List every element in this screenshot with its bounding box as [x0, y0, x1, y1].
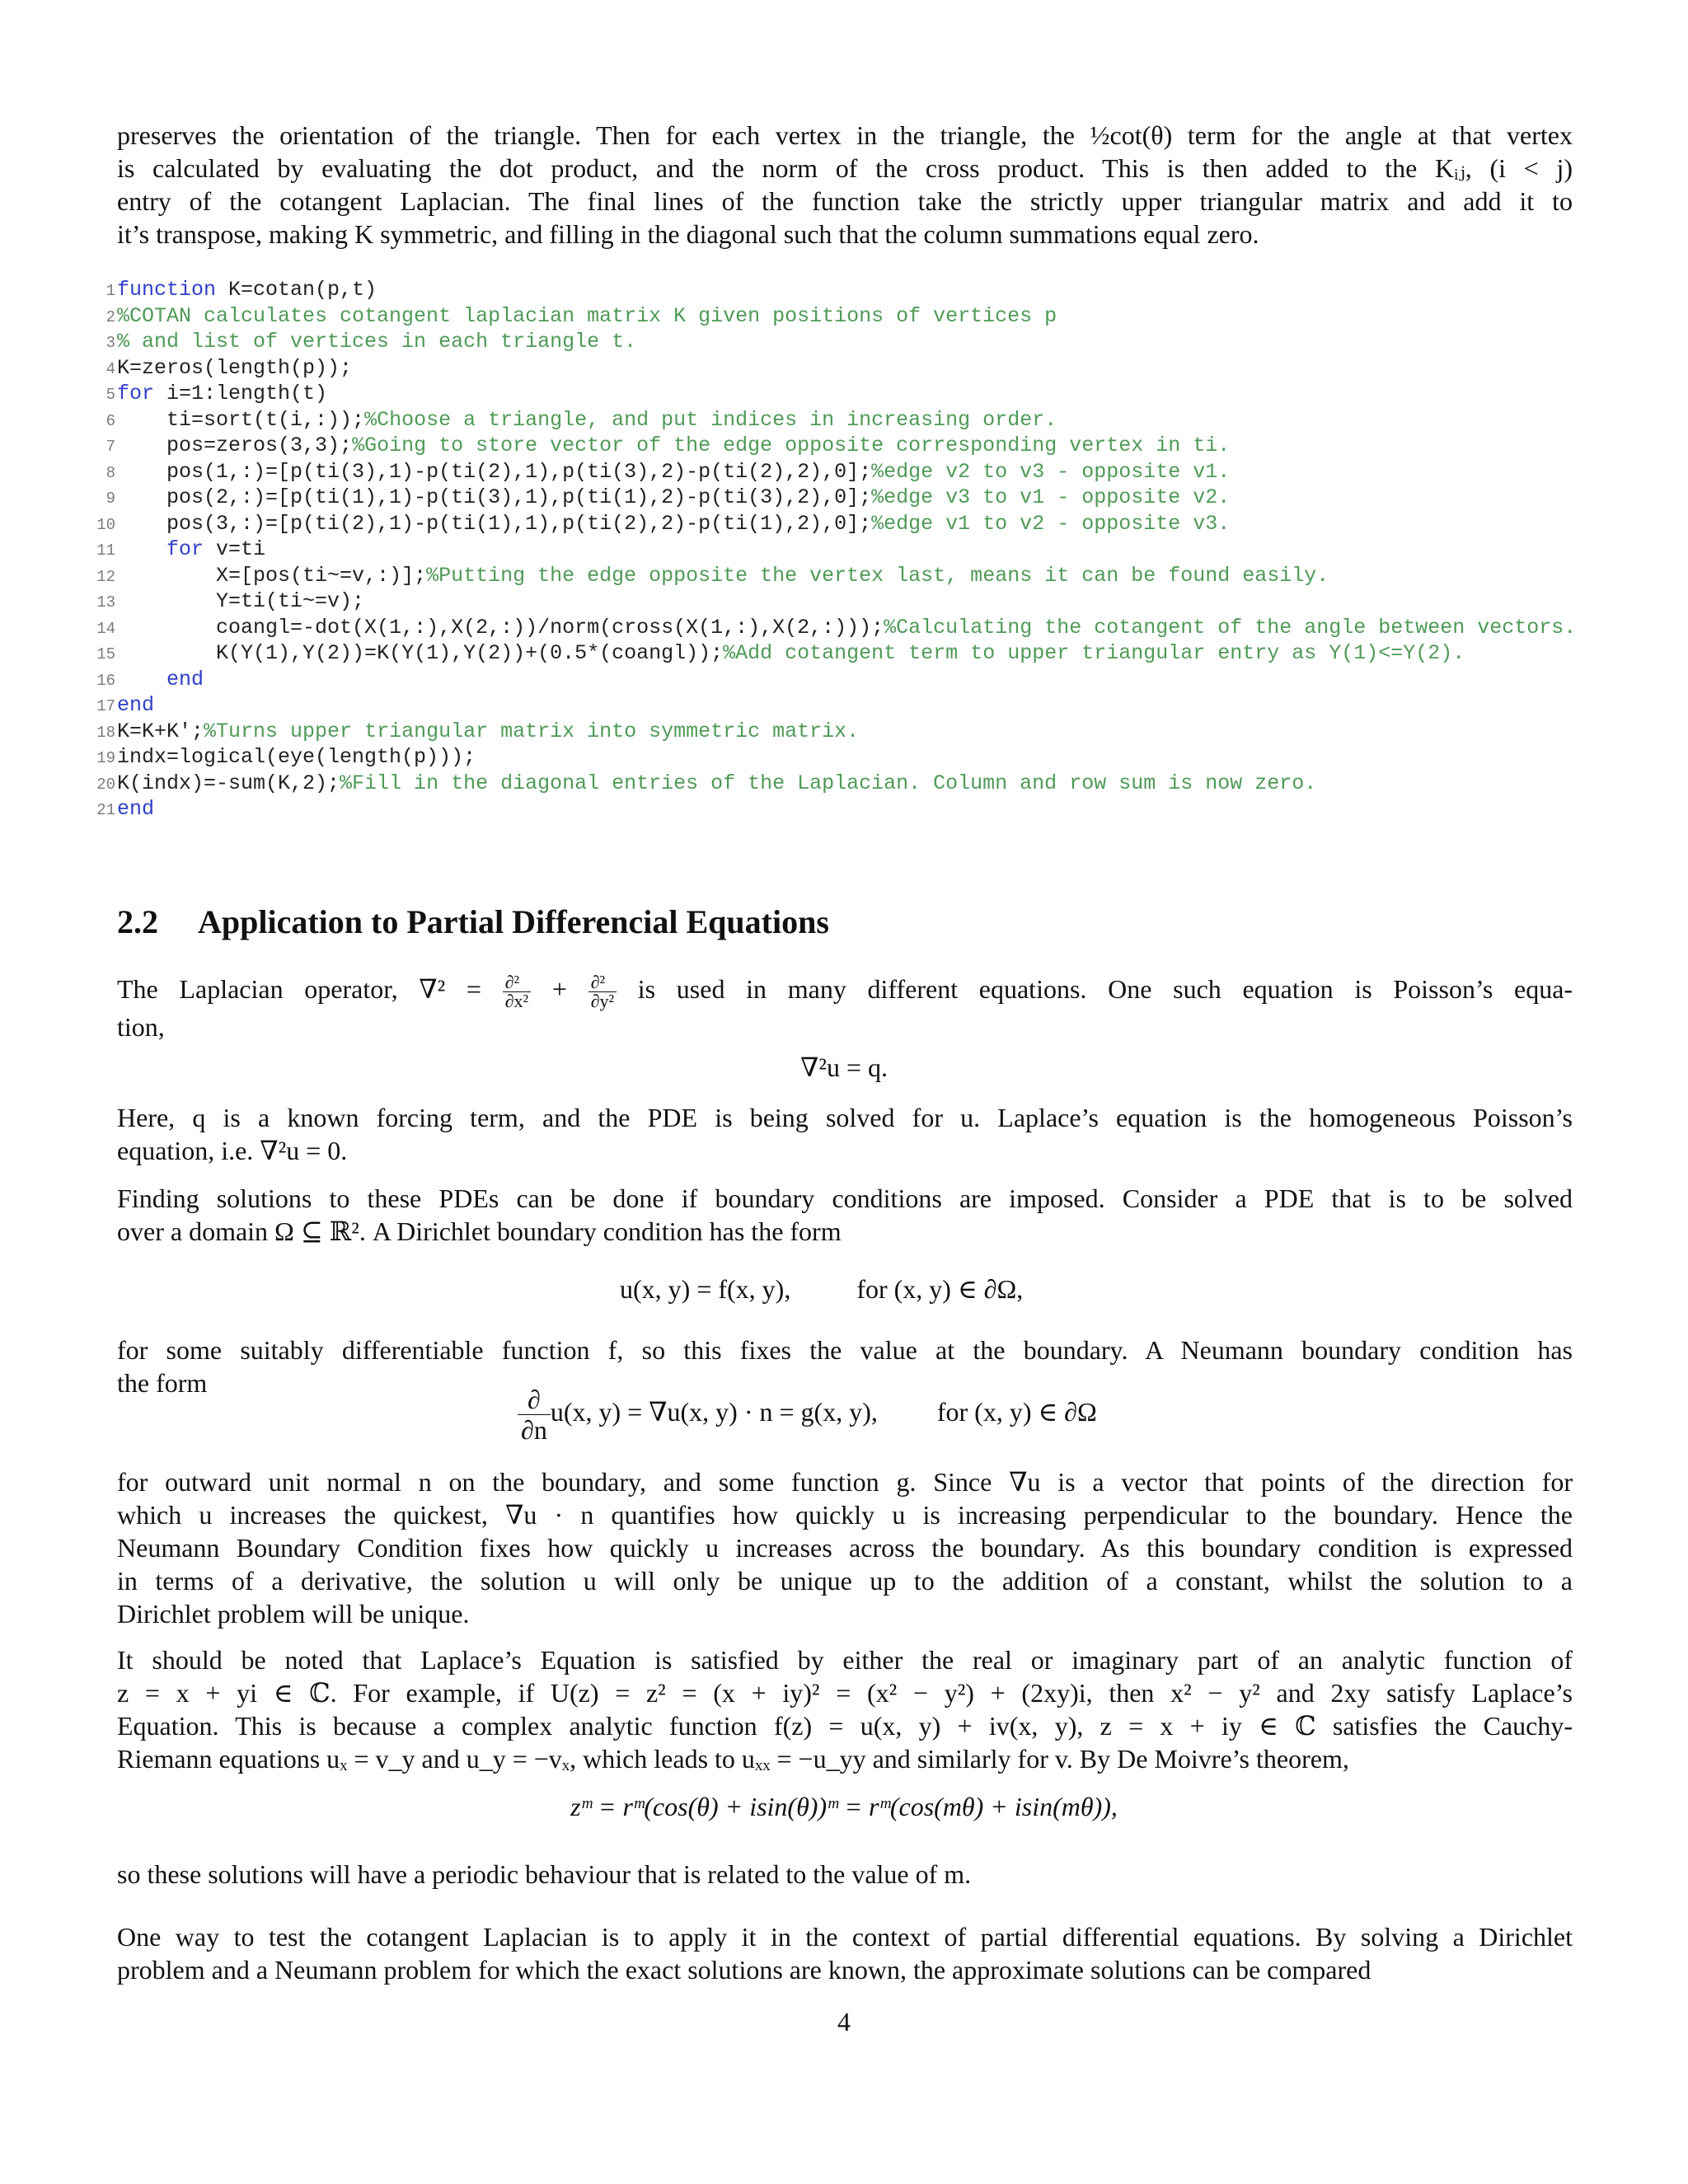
- line-number: 10: [96, 515, 115, 534]
- code-line: [82, 692, 1681, 719]
- text-line: equation, i.e. ∇²u = 0.: [117, 1136, 348, 1165]
- line-number: 6: [106, 411, 115, 430]
- text-line: Equation. This is because a complex analytic function f(z) = u(x, y) + iv(x, y), z = x + iy ∈ ℂ satisfies the Cauchy-: [117, 1711, 1573, 1741]
- line-number: 18: [96, 723, 115, 742]
- code-text: pos(1,:)=[p(ti(3),1)-p(ti(2),1),p(ti(3),2)-p(ti(2),2),0];: [166, 459, 872, 484]
- code-text: X=[pos(ti~=v,:)];: [216, 563, 427, 588]
- code-line: [82, 277, 1681, 303]
- neumann-equation: [518, 1385, 1097, 1445]
- code-text: pos(2,:)=[p(ti(1),1)-p(ti(3),1),p(ti(1),2)-p(ti(3),2),0];: [166, 485, 872, 509]
- paragraph-boundary: [117, 1182, 1573, 1248]
- code-text: Y=ti(ti~=v);: [216, 589, 365, 613]
- code-keyword: function: [117, 278, 217, 302]
- code-line: [82, 485, 1681, 511]
- code-line: [82, 511, 1681, 537]
- code-line: [82, 563, 1681, 589]
- code-listing: [82, 277, 1681, 823]
- line-number: 12: [96, 567, 115, 586]
- text-line: problem and a Neumann problem for which the exact solutions are known, the approximate solutions can be compared: [117, 1955, 1372, 1985]
- text-line: tion,: [117, 1012, 165, 1043]
- frac-numerator: ∂²: [503, 973, 531, 992]
- line-number: 11: [96, 541, 115, 560]
- frac-denominator: ∂n: [521, 1415, 547, 1445]
- frac-numerator: ∂²: [588, 973, 617, 992]
- text-line: z = x + yi ∈ ℂ. For example, if U(z) = z² = (x + iy)² = (x² − y²) + (2xy)i, then x² − y² and 2xy satisfy Laplace’s: [117, 1678, 1573, 1708]
- text-line: the form: [117, 1368, 208, 1398]
- text-line: for outward unit normal n on the boundary, and some function g. Since ∇u is a vector that points of the direction for: [117, 1467, 1573, 1497]
- code-indent: [117, 460, 166, 484]
- code-line: [82, 537, 1681, 563]
- code-line: [82, 303, 1681, 330]
- equation-lhs: u(x, y) = ∇u(x, y) · n = g(x, y),: [550, 1396, 878, 1427]
- text-line: Riemann equations uₓ = v_y and u_y = −vₓ, which leads to uₓₓ = −u_yy and similarly for v. By De Moivre’s theorem,: [117, 1744, 1349, 1774]
- paragraph-periodic: [117, 1858, 1573, 1891]
- page-number: 4: [837, 2007, 851, 2036]
- line-number: 20: [96, 775, 115, 794]
- code-indent: [117, 537, 166, 561]
- code-text: pos=zeros(3,3);: [166, 434, 353, 457]
- code-comment: %Calculating the cotangent of the angle between vectors.: [884, 615, 1577, 640]
- code-line: [82, 615, 1681, 641]
- code-text: K(Y(1),Y(2))=K(Y(1),Y(2))+(0.5*(coangl));: [216, 641, 724, 665]
- text-line: Dirichlet problem will be unique.: [117, 1599, 470, 1629]
- line-number: 17: [96, 697, 115, 715]
- code-text: pos(3,:)=[p(ti(2),1)-p(ti(1),1),p(ti(2),2)-p(ti(1),2),0];: [166, 511, 872, 536]
- code-comment: %edge v1 to v2 - opposite v3.: [871, 511, 1231, 536]
- frac-denominator: ∂x²: [504, 991, 529, 1012]
- line-number: 4: [106, 359, 115, 378]
- text-line: it’s transpose, making K symmetric, and filling in the diagonal such that the column summations equal zero.: [117, 219, 1259, 249]
- poisson-equation: ∇²u = q.: [800, 1052, 888, 1082]
- code-text: v=ti: [204, 537, 266, 561]
- section-title: Application to Partial Differencial Equations: [198, 903, 829, 940]
- code-indent: [117, 589, 216, 613]
- text-line: entry of the cotangent Laplacian. The final lines of the function take the strictly upper triangular matrix and add it to: [117, 186, 1573, 216]
- paragraph-normal: [117, 1465, 1573, 1630]
- code-keyword: end: [117, 797, 155, 821]
- code-keyword: for: [166, 537, 204, 561]
- code-line: [82, 796, 1681, 823]
- code-line: [82, 381, 1681, 407]
- code-indent: [117, 512, 166, 536]
- fraction-d2dx2: [503, 973, 531, 1010]
- code-comment: %Turns upper triangular matrix into symmetric matrix.: [204, 719, 860, 743]
- text-line: Finding solutions to these PDEs can be done if boundary conditions are imposed. Consider a PDE that is to be solved: [117, 1183, 1573, 1213]
- intro-paragraph: [117, 119, 1573, 251]
- code-text: ti=sort(t(i,:));: [166, 407, 365, 432]
- code-indent: [117, 485, 166, 509]
- code-comment: % and list of vertices in each triangle t.: [117, 330, 637, 354]
- code-comment: %Fill in the diagonal entries of the Laplacian. Column and row sum is now zero.: [340, 771, 1317, 795]
- plus-sign: +: [551, 974, 567, 1004]
- laplacian-paragraph: [117, 972, 1573, 1043]
- code-comment: %Add cotangent term to upper triangular entry as Y(1)<=Y(2).: [723, 641, 1465, 665]
- code-comment: %Putting the edge opposite the vertex last, means it can be found easily.: [426, 563, 1329, 588]
- text-line: is calculated by evaluating the dot product, and the norm of the cross product. This is then added to the Kᵢⱼ, (i < j): [117, 153, 1573, 183]
- code-comment: %edge v2 to v3 - opposite v1.: [871, 459, 1231, 484]
- text-line: over a domain Ω ⊆ ℝ². A Dirichlet boundary condition has the form: [117, 1216, 842, 1246]
- code-indent: [117, 616, 216, 640]
- fraction-d-dn: [518, 1385, 551, 1445]
- code-text: indx=logical(eye(length(p)));: [117, 745, 476, 769]
- paragraph-poisson: [117, 1101, 1573, 1167]
- code-comment: %Choose a triangle, and put indices in increasing order.: [364, 407, 1057, 432]
- text-line: Neumann Boundary Condition fixes how quickly u increases across the boundary. As this boundary condition is expressed: [117, 1533, 1573, 1563]
- code-text: i=1:length(t): [154, 382, 328, 405]
- text-line: for some suitably differentiable function f, so this fixes the value at the boundary. A Neumann boundary condition has: [117, 1335, 1573, 1365]
- text-line: so these solutions will have a periodic behaviour that is related to the value of m.: [117, 1859, 972, 1889]
- frac-numerator: ∂: [518, 1385, 551, 1415]
- text-line: which u increases the quickest, ∇u · n quantifies how quickly u is increasing perpendicular to the boundary. Hence the: [117, 1500, 1573, 1530]
- line-number: 16: [96, 671, 115, 690]
- frac-denominator: ∂y²: [590, 991, 615, 1012]
- text-run: is used in many different equations. One such equation is Poisson’s equa-: [637, 974, 1573, 1004]
- text-line: Here, q is a known forcing term, and the PDE is being solved for u. Laplace’s equation is the homogeneous Poisson’s: [117, 1103, 1573, 1132]
- line-number: 5: [106, 386, 115, 404]
- text-line: preserves the orientation of the triangle. Then for each vertex in the triangle, the ½cot(θ) term for the angle at that vertex: [117, 120, 1573, 150]
- text-run: The Laplacian operator, ∇² =: [117, 974, 481, 1004]
- code-comment: %Going to store vector of the edge opposite corresponding vertex in ti.: [352, 434, 1231, 457]
- code-line: [82, 771, 1681, 797]
- code-line: [82, 588, 1681, 615]
- line-number: 1: [106, 282, 115, 300]
- code-line: [82, 719, 1681, 745]
- code-indent: [117, 668, 166, 691]
- code-indent: [117, 434, 166, 457]
- code-keyword: end: [166, 667, 204, 691]
- code-line: [82, 459, 1681, 485]
- fraction-d2dy2: [588, 973, 617, 1010]
- code-line: [82, 329, 1681, 355]
- text-line: [117, 972, 1573, 1010]
- text-line: One way to test the cotangent Laplacian is to apply it in the context of partial differential equations. By solving a Dirichlet: [117, 1922, 1573, 1952]
- equation-condition: for (x, y) ∈ ∂Ω,: [856, 1274, 1024, 1304]
- line-number: 7: [106, 438, 115, 456]
- code-comment: %edge v3 to v1 - opposite v2.: [871, 485, 1231, 509]
- code-line: [82, 407, 1681, 434]
- line-number: 15: [96, 645, 115, 663]
- dirichlet-equation: [620, 1273, 1023, 1305]
- line-number: 13: [96, 593, 115, 612]
- code-line: [82, 744, 1681, 771]
- equation-lhs: u(x, y) = f(x, y),: [620, 1274, 791, 1304]
- line-number: 2: [106, 307, 115, 326]
- line-number: 9: [106, 490, 115, 508]
- code-line: [82, 667, 1681, 693]
- code-text: K=K+K';: [117, 719, 204, 743]
- code-line: [82, 433, 1681, 459]
- code-text: K=zeros(length(p));: [117, 355, 353, 380]
- code-text: K(indx)=-sum(K,2);: [117, 771, 340, 795]
- code-indent: [117, 641, 216, 665]
- line-number: 19: [96, 749, 115, 767]
- text-line: It should be noted that Laplace’s Equation is satisfied by either the real or imaginary part of an analytic function of: [117, 1645, 1573, 1675]
- code-text: coangl=-dot(X(1,:),X(2,:))/norm(cross(X(1,:),X(2,:)));: [216, 615, 884, 640]
- code-comment: %COTAN calculates cotangent laplacian matrix K given positions of vertices p: [117, 303, 1057, 328]
- code-indent: [117, 564, 216, 588]
- section-heading: [117, 902, 829, 941]
- line-number: 14: [96, 619, 115, 638]
- line-number: 3: [106, 334, 115, 352]
- paragraph-testing: [117, 1920, 1573, 1986]
- code-line: [82, 355, 1681, 382]
- code-keyword: for: [117, 382, 155, 405]
- paragraph-analytic: [117, 1643, 1573, 1775]
- line-number: 21: [96, 801, 115, 819]
- code-text: K=cotan(p,t): [216, 278, 377, 302]
- code-indent: [117, 408, 166, 432]
- equation-condition: for (x, y) ∈ ∂Ω: [936, 1396, 1097, 1427]
- line-number: 8: [106, 463, 115, 482]
- section-number: 2.2: [117, 903, 158, 940]
- de-moivre-equation: zᵐ = rᵐ(cos(θ) + isin(θ))ᵐ = rᵐ(cos(mθ) + isin(mθ)),: [570, 1792, 1118, 1821]
- code-keyword: end: [117, 693, 155, 717]
- text-line: in terms of a derivative, the solution u will only be unique up to the addition of a constant, whilst the solution to a: [117, 1566, 1573, 1596]
- code-line: [82, 640, 1681, 667]
